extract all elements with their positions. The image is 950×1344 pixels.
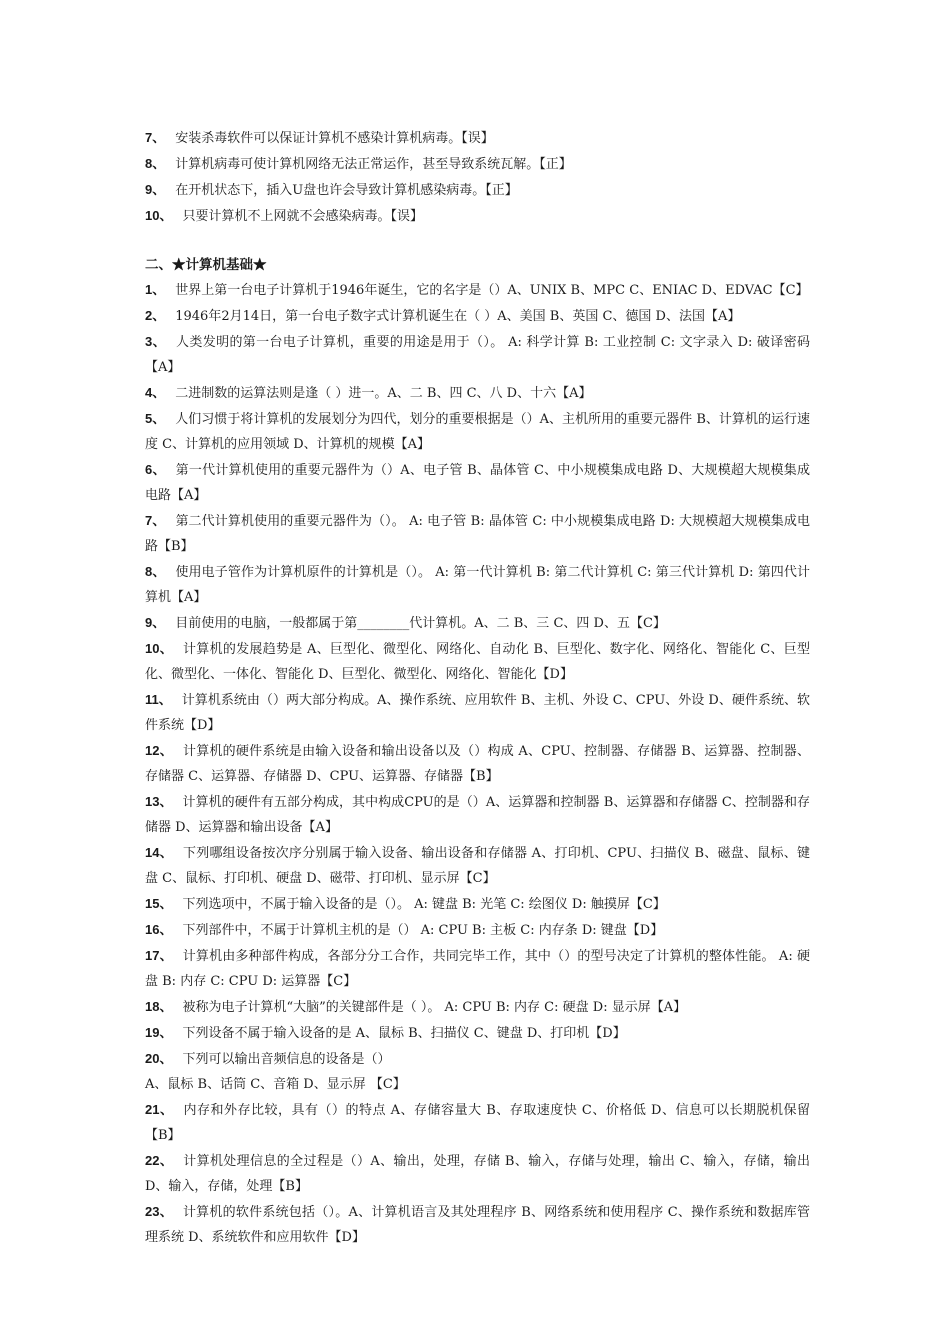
question-text: 计算机的硬件系统是由输入设备和输出设备以及（）构成 A、CPU、控制器、存储器 B、运算器、控制器、存储器 C、运算器、存储器 D、CPU、运算器、存储器【B】 <box>145 744 810 784</box>
question-item <box>145 917 810 943</box>
section-1-list <box>145 125 810 229</box>
question-text: 二进制数的运算法则是逢（ ）进一。A、二 B、四 C、八 D、十六【A】 <box>175 386 592 401</box>
question-number: 9、 <box>145 182 166 197</box>
question-number: 21、 <box>145 1102 174 1117</box>
question-number: 7、 <box>145 513 166 528</box>
document-page <box>145 125 810 1250</box>
question-item <box>145 891 810 917</box>
question-text: 计算机系统由（）两大部分构成。A、操作系统、应用软件 B、主机、外设 C、CPU、外设 D、硬件系统、软件系统【D】 <box>145 693 810 733</box>
question-item <box>145 1199 810 1250</box>
question-item <box>145 687 810 738</box>
question-number: 4、 <box>145 385 166 400</box>
question-number: 17、 <box>145 948 173 963</box>
question-number: 2、 <box>145 308 166 323</box>
question-number: 14、 <box>145 845 173 860</box>
question-number: 22、 <box>145 1153 174 1168</box>
question-number: 3、 <box>145 334 166 349</box>
question-text: A、鼠标 B、话筒 C、音箱 D、显示屏 【C】 <box>145 1077 406 1092</box>
question-text: 世界上第一台电子计算机于1946年诞生，它的名字是（）A、UNIX B、MPC C、ENIAC D、EDVAC【C】 <box>175 283 809 298</box>
question-text: 内存和外存比较，具有（）的特点 A、存储容量大 B、存取速度快 C、价格低 D、信息可以长期脱机保留【B】 <box>145 1103 810 1143</box>
question-text: 计算机由多种部件构成，各部分分工合作，共同完毕工作，其中（）的型号决定了计算机的整体性能。 A: 硬盘 B: 内存 C: CPU D: 运算器【C】 <box>145 949 810 989</box>
question-item <box>145 303 810 329</box>
question-text: 下列可以输出音频信息的设备是（） <box>182 1052 391 1067</box>
question-number: 13、 <box>145 794 173 809</box>
question-text: 被称为电子计算机“大脑”的关键部件是（ ）。 A: CPU B: 内存 C: 硬盘 D: 显示屏【A】 <box>182 1000 687 1015</box>
question-number: 6、 <box>145 462 166 477</box>
question-item <box>145 406 810 457</box>
question-item <box>145 508 810 559</box>
question-item <box>145 277 810 303</box>
question-text: 计算机的硬件有五部分构成，其中构成CPU的是（）A、运算器和控制器 B、运算器和存储器 C、控制器和存储器 D、运算器和输出设备【A】 <box>145 795 810 835</box>
question-number: 12、 <box>145 743 173 758</box>
question-text: 下列设备不属于输入设备的是 A、鼠标 B、扫描仪 C、键盘 D、打印机【D】 <box>182 1026 626 1041</box>
question-number: 1、 <box>145 282 166 297</box>
question-text: 人类发明的第一台电子计算机，重要的用途是用于（）。 A: 科学计算 B: 工业控制 C: 文字录入 D: 破译密码【A】 <box>145 335 810 375</box>
question-text: 人们习惯于将计算机的发展划分为四代，划分的重要根据是（）A、主机所用的重要元器件 B、计算机的运行速度 C、计算机的应用领域 D、计算机的规模【A】 <box>145 412 811 452</box>
question-item <box>145 1072 810 1097</box>
question-item <box>145 1148 810 1199</box>
question-number: 15、 <box>145 896 173 911</box>
question-text: 计算机病毒可使计算机网络无法正常运作，甚至导致系统瓦解。【正】 <box>175 157 572 172</box>
question-text: 使用电子管作为计算机原件的计算机是（）。 A: 第一代计算机 B: 第二代计算机 C: 第三代计算机 D: 第四代计算机【A】 <box>145 565 811 605</box>
question-number: 8、 <box>145 564 166 579</box>
question-text: 第二代计算机使用的重要元器件为（）。 A: 电子管 B: 晶体管 C: 中小规模集成电路 D: 大规模超大规模集成电路【B】 <box>145 514 811 554</box>
question-text: 计算机的软件系统包括（）。A、计算机语言及其处理程序 B、网络系统和使用程序 C、操作系统和数据库管理系统 D、系统软件和应用软件【D】 <box>145 1205 811 1245</box>
question-item <box>145 1046 810 1072</box>
question-item <box>145 610 810 636</box>
question-item <box>145 738 810 789</box>
question-item <box>145 1097 810 1148</box>
question-text: 第一代计算机使用的重要元器件为（）A、电子管 B、晶体管 C、中小规模集成电路 D、大规模超大规模集成电路【A】 <box>145 463 810 503</box>
question-number: 18、 <box>145 999 173 1014</box>
question-item <box>145 203 810 229</box>
question-item <box>145 789 810 840</box>
section-2-heading: 二、★计算机基础★ <box>145 257 267 272</box>
question-text: 计算机的发展趋势是 A、巨型化、微型化、网络化、自动化 B、巨型化、数字化、网络化、智能化 C、巨型化、微型化、一体化、智能化 D、巨型化、微型化、网络化、智能化【D】 <box>145 642 810 682</box>
question-item <box>145 457 810 508</box>
question-text: 计算机处理信息的全过程是（）A、输出，处理，存储 B、输入，存储与处理，输出 C、输入，存储，输出 D、输入，存储，处理【B】 <box>145 1154 810 1194</box>
question-text: 目前使用的电脑，一般都属于第________代计算机。A、二 B、三 C、四 D、五【C】 <box>175 616 666 631</box>
question-number: 8、 <box>145 156 166 171</box>
question-item <box>145 151 810 177</box>
question-text: 在开机状态下，插入U盘也许会导致计算机感染病毒。【正】 <box>175 183 518 198</box>
question-number: 20、 <box>145 1051 173 1066</box>
question-text: 1946年2月14日，第一台电子数字式计算机诞生在（ ）A、美国 B、英国 C、德国 D、法国【A】 <box>175 309 741 324</box>
question-number: 16、 <box>145 922 173 937</box>
question-number: 7、 <box>145 130 166 145</box>
question-number: 9、 <box>145 615 166 630</box>
question-number: 10、 <box>145 208 173 223</box>
question-text: 下列选项中，不属于输入设备的是（）。 A: 键盘 B: 光笔 C: 绘图仪 D: 触摸屏【C】 <box>182 897 666 912</box>
question-item <box>145 559 810 610</box>
question-item <box>145 177 810 203</box>
question-number: 5、 <box>145 411 166 426</box>
section-2-list <box>145 277 810 1250</box>
question-number: 23、 <box>145 1204 173 1219</box>
question-item <box>145 1020 810 1046</box>
question-item <box>145 125 810 151</box>
question-text: 只要计算机不上网就不会感染病毒。【误】 <box>182 209 423 224</box>
question-item <box>145 329 810 380</box>
question-number: 10、 <box>145 641 174 656</box>
question-item <box>145 943 810 994</box>
question-number: 19、 <box>145 1025 173 1040</box>
question-text: 下列部件中，不属于计算机主机的是（） A: CPU B: 主板 C: 内存条 D: 键盘【D】 <box>182 923 664 938</box>
question-text: 安装杀毒软件可以保证计算机不感染计算机病毒。【误】 <box>175 131 494 146</box>
question-text: 下列哪组设备按次序分别属于输入设备、输出设备和存储器 A、打印机、CPU、扫描仪 B、磁盘、鼠标、键盘 C、鼠标、打印机、硬盘 D、磁带、打印机、显示屏【C】 <box>145 846 810 886</box>
question-item <box>145 380 810 406</box>
question-item <box>145 840 810 891</box>
question-item <box>145 994 810 1020</box>
question-number: 11、 <box>145 692 172 707</box>
question-item <box>145 636 810 687</box>
